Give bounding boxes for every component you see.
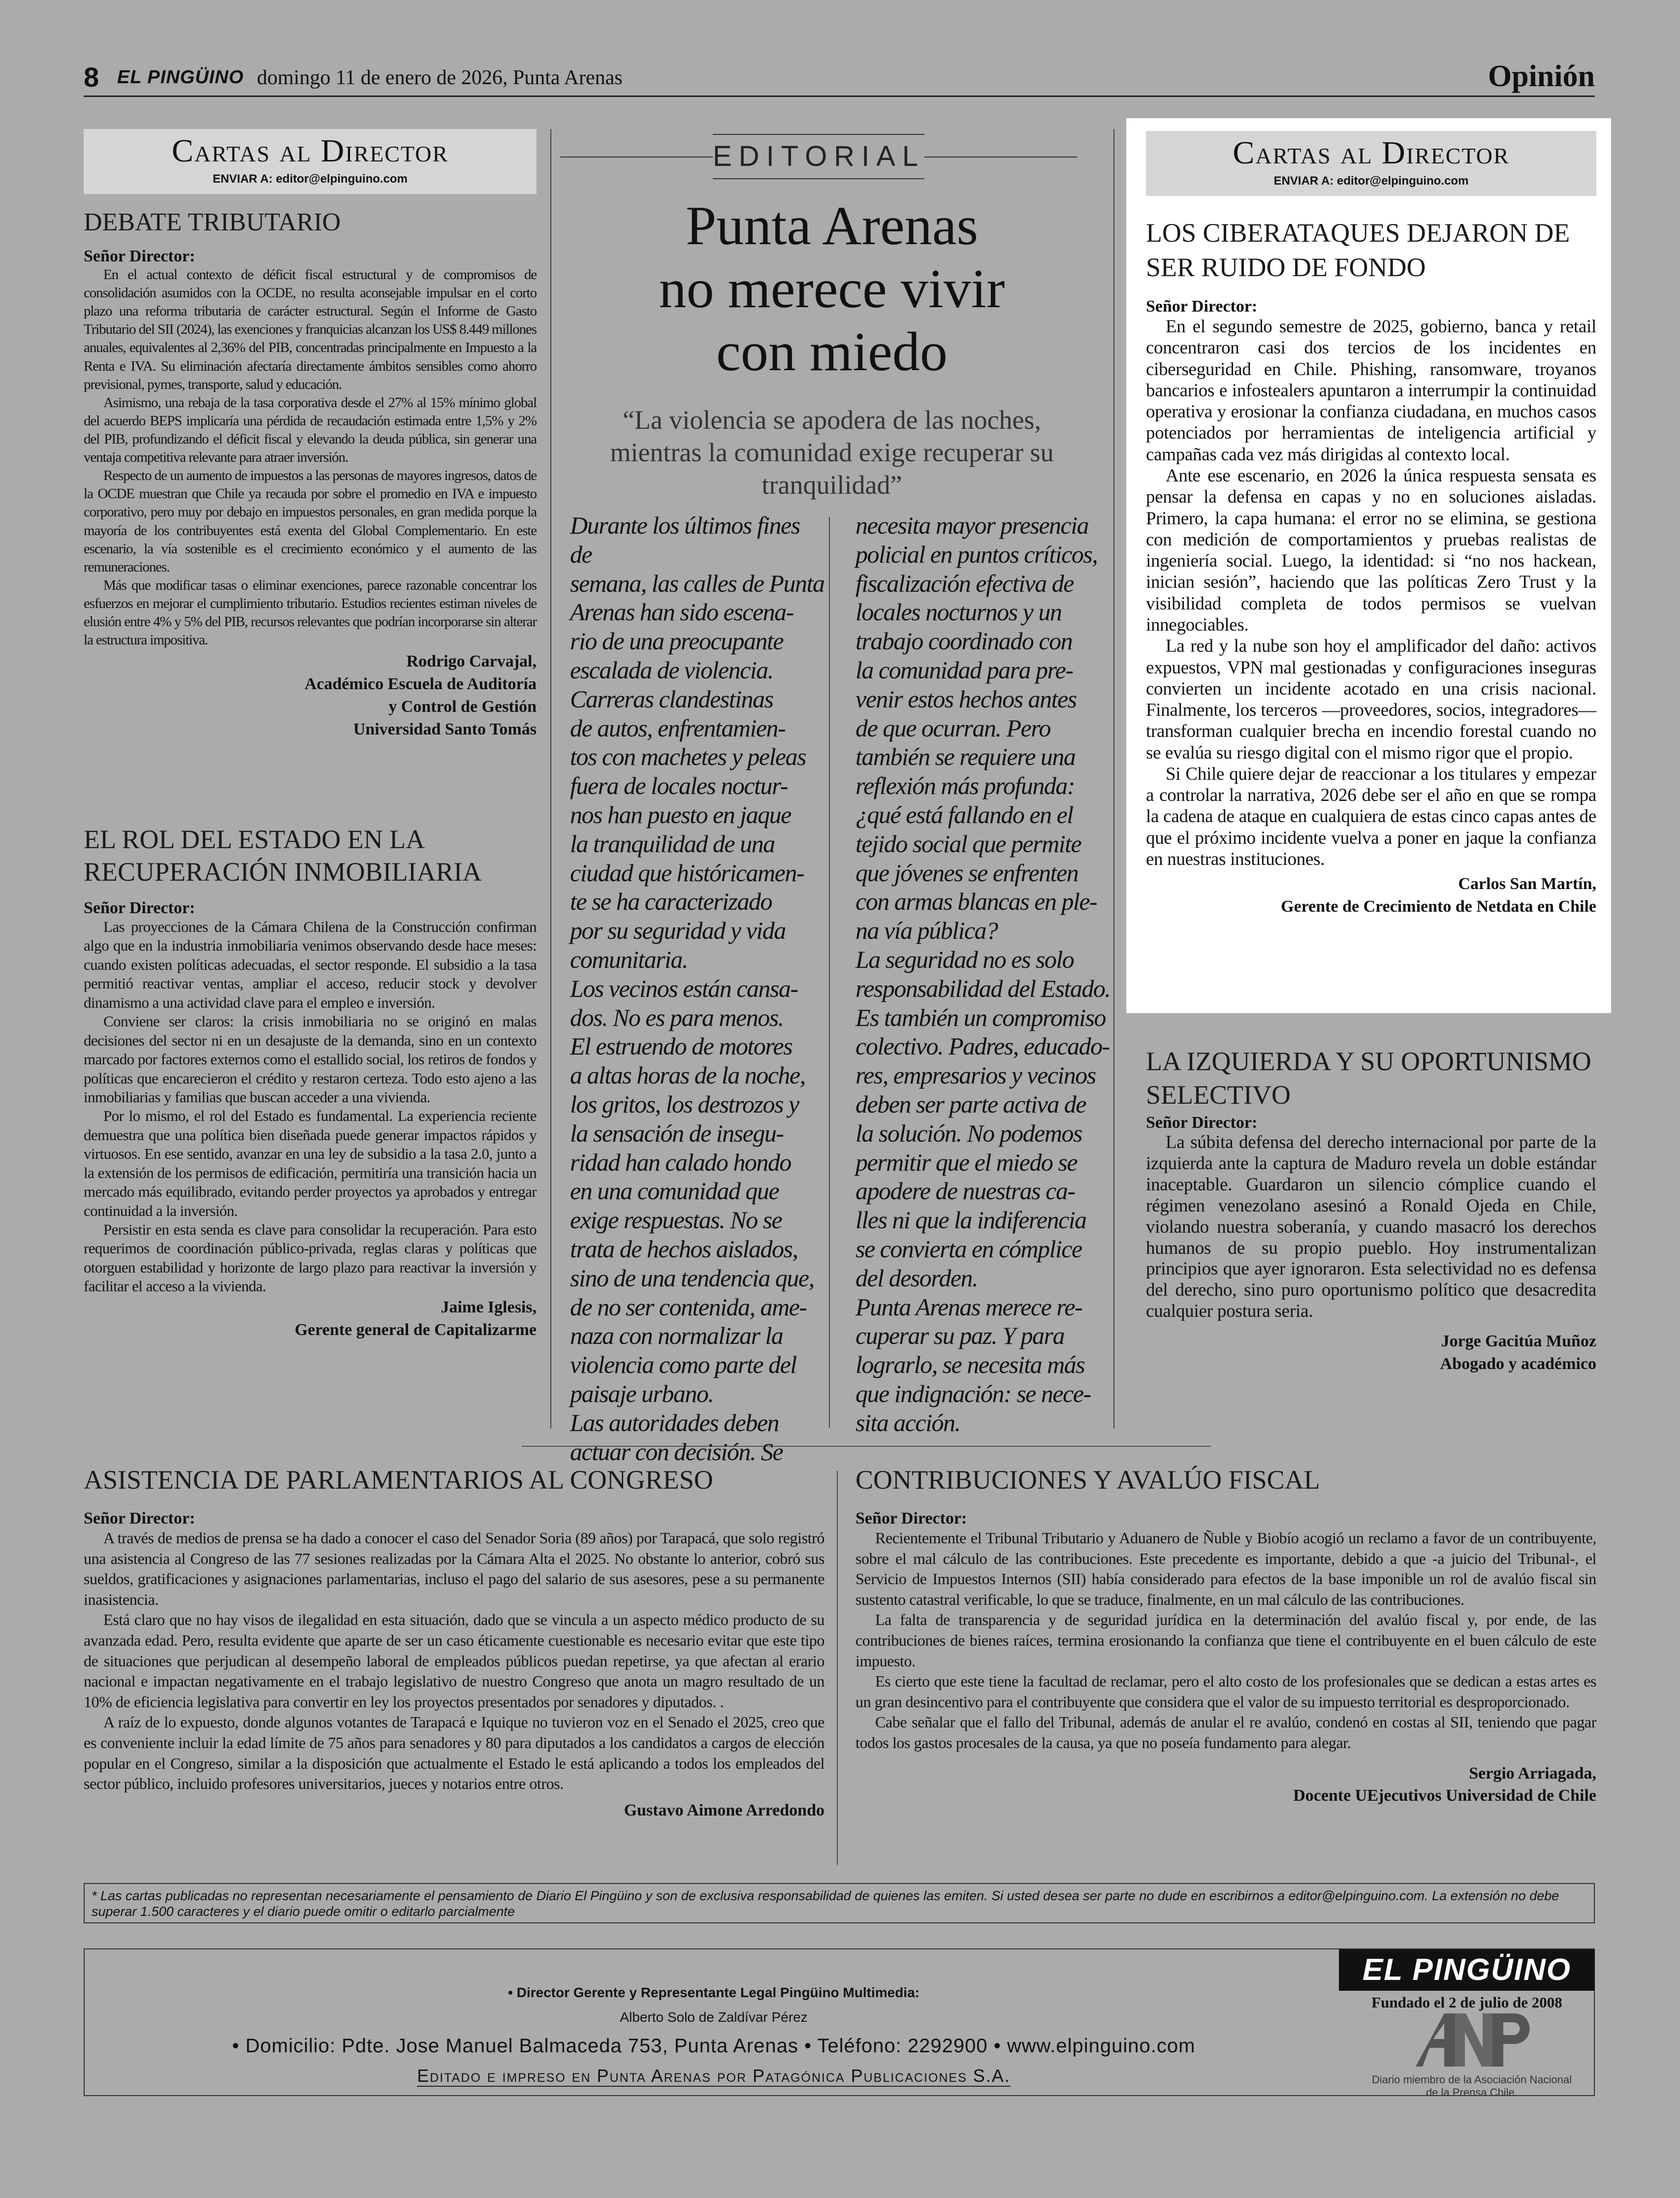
letter-title: LOS CIBERATAQUES DEJARON DE SER RUIDO DE FONDO [1146, 218, 1570, 282]
editorial-line: de no ser contenida, ame- [570, 1293, 807, 1321]
editorial-line: Es también un compromiso [856, 1003, 1106, 1031]
cartas-box-left [84, 129, 537, 194]
editorial-line: lles ni que la indiferencia [856, 1206, 1086, 1234]
letter-title: EL ROL DEL ESTADO EN LA RECUPERACIÓN INMOBILIARIA [84, 825, 482, 887]
cartas-title: Cartas al Director [1233, 135, 1510, 171]
editorial-line: Carreras clandestinas [570, 685, 773, 713]
editorial-line: se convierta en cómplice [856, 1235, 1082, 1263]
printer-line-wrap [148, 2066, 1280, 2086]
letter-signature: Jorge Gacitúa Muñoz Abogado y académico [1440, 1332, 1596, 1373]
editorial-line: que indignación: se nece- [856, 1379, 1091, 1407]
editorial-column-2 [856, 511, 1111, 1437]
letter-salutation: Señor Director: [84, 899, 195, 917]
printer-line: Editado e impreso en Punta Arenas por Patagónica Publicaciones S.A. [417, 2066, 1011, 2086]
letter-paragraph: En el actual contexto de déficit fiscal estructural y de compromisos de consolidación asumidos con la OCDE, no resulta aconsejable impulsar en el corto plazo una reforma tributaria de carácter estructural. Según el Informe de Gasto Tributario del SII (2024), las exenciones y franquicias alcanzan los US$ 8.449 millones anuales, equivalentes al 2,36% del PIB, concentradas principalmente en Impuesto a la Renta e IVA. Su eliminación afectaría directamente ámbitos sensibles como ahorro previsional, pymes, transporte, salud y educación. [84, 267, 537, 392]
letter-signature: Gustavo Aimone Arredondo [624, 1801, 824, 1819]
editorial-line: permitir que el miedo se [856, 1148, 1078, 1176]
founded-date: Fundado el 2 de julio de 2008 [1371, 1994, 1562, 2011]
editorial-line: cuperar su paz. Y para [856, 1322, 1064, 1350]
editorial-line: Arenas han sido escena- [570, 598, 793, 626]
editorial-line: de autos, enfrentamien- [570, 714, 786, 742]
letter-signature: Sergio Arriagada, Docente UEjecutivos Universidad de Chile [1293, 1764, 1596, 1805]
editorial-line: los gritos, los destrozos y [570, 1090, 799, 1118]
editorial-line: ridad han calado hondo [570, 1148, 791, 1176]
letter-salutation: Señor Director: [84, 1509, 195, 1528]
letter-salutation: Señor Director: [856, 1509, 967, 1528]
letter-paragraph: Respecto de un aumento de impuestos a las personas de mayores ingresos, datos de la OCDE muestran que Chile ya recauda por sobre el promedio en IVA e impuesto corporativo, pero muy por debajo en impuestos personales, en gran medida porque la mayoría de los contribuyentes está exenta del Global Complementario. En este escenario, la vía sostenible es el crecimiento económico y el aumento de las remuneraciones. [84, 468, 537, 575]
editorial-line: venir estos hechos antes [856, 685, 1077, 713]
letter-body [84, 918, 537, 1296]
letter-contribuciones [856, 1463, 1596, 1807]
editorial-line: tejido social que permite [856, 829, 1081, 858]
header-brand: EL PINGÜINO [117, 67, 244, 88]
letter-body [1146, 316, 1596, 870]
letter-paragraph: Persistir en esta senda es clave para consolidar la recuperación. Para esto requerimos de coordinación público-privada, reglas claras y políticas que otorguen estabilidad y horizonte de largo plazo para reactivar la inversión y facilitar el acceso a la vivienda. [84, 1221, 537, 1295]
editorial-line: fiscalización efectiva de [856, 569, 1074, 597]
editorial-line: sita acción. [856, 1408, 960, 1436]
letter-paragraph: Cabe señalar que el fallo del Tribunal, además de anular el re avalúo, condenó en costas al SII, teniendo que pagar todos los gastos procesales de la causa, ya que no poseía fundamento para alegar. [856, 1713, 1596, 1752]
editorial-line: policial en puntos críticos, [856, 540, 1098, 568]
editorial-label: EDITORIAL [713, 134, 924, 179]
letter-title: CONTRIBUCIONES Y AVALÚO FISCAL [856, 1465, 1320, 1495]
editorial-line: fuera de locales noctur- [570, 772, 788, 800]
editorial-rule-left [560, 157, 713, 158]
cartas-title: Cartas al Director [171, 133, 449, 169]
page-header [84, 59, 1595, 101]
editorial-line: Las autoridades deben [570, 1408, 779, 1436]
editorial-line: rio de una preocupante [570, 627, 784, 655]
editorial-line: la sensación de insegu- [570, 1119, 784, 1147]
editorial-line: exige respuestas. No se [570, 1206, 782, 1234]
letter-paragraph: Asimismo, una rebaja de la tasa corporativa desde el 27% al 15% mínimo global del acuerdo BEPS implicaría una pérdida de recaudación estimada entre 1,5% y 2% del PIB, profundizando el déficit fiscal y elevando la deuda pública, sin generar una ventaja competitiva relevante para atraer inversión. [84, 394, 537, 466]
letter-salutation: Señor Director: [84, 247, 195, 265]
letter-paragraph: A raíz de lo expuesto, donde algunos votantes de Tarapacá e Iquique no tuvieron voz en el Senado el 2025, creo que es conveniente incluir la edad límite de 75 años para senadores y 80 para diputados a los candidatos a cargos de elección popular en el Congreso, similar a la disposición que actualmente el Estado le está aplicando a todos los empleados del sector público, incluido profesores universitarios, jueces y notarios entre otros. [84, 1713, 824, 1793]
editorial-line: del desorden. [856, 1264, 978, 1292]
editorial-line: a altas horas de la noche, [570, 1061, 805, 1089]
editorial-line: trata de hechos aislados, [570, 1235, 798, 1263]
page-number: 8 [84, 62, 99, 93]
letter-paragraph: La red y la nube son hoy el amplificador del daño: activos expuestos, VPN mal gestionadas y configuraciones inseguras convierten un incidente acotado en una crisis nacional. Finalmente, los terceros —proveedores, socios, integradores— transforman cualquier brecha en incendio forestal cuando no se evalúa su riesgo digital con el mismo rigor que el propio. [1146, 636, 1596, 763]
editorial-line: locales nocturnos y un [856, 598, 1062, 626]
letter-rol-del-estado [84, 823, 537, 1341]
editorial-line: actuar con decisión. Se [570, 1437, 783, 1465]
editorial-line: deben ser parte activa de [856, 1090, 1086, 1118]
editorial-line: tos con machetes y peleas [570, 743, 806, 771]
editorial-line: de que ocurran. Pero [856, 714, 1050, 742]
editorial-line: en una comunidad que [570, 1177, 779, 1205]
director-label: • Director Gerente y Representante Legal Pingüino Multimedia: [508, 1985, 919, 2000]
letter-asistencia [84, 1463, 824, 1822]
letter-title: LA IZQUIERDA Y SU OPORTUNISMO SELECTIVO [1146, 1047, 1591, 1110]
disclaimer-note: * Las cartas publicadas no representan necesariamente el pensamiento de Diario El Pingüino y son de exclusiva responsabilidad de quienes las emiten. Si usted desea ser parte no dude en escribirnos a editor@elpinguino.com. La extensión no debe superar 1.500 caracteres y el diario puede omitir o editarlo parcialmente [84, 1883, 1595, 1923]
letter-body [856, 1528, 1596, 1753]
editorial-line: na vía pública? [856, 917, 998, 945]
editorial-line: con armas blancas en ple- [856, 888, 1097, 916]
letter-paragraph: A través de medios de prensa se ha dado a conocer el caso del Senador Soria (89 años) por Tarapacá, que solo registró una asistencia al Congreso de las 77 sesiones realizadas por la Cámara Alta el 2025. No obstante lo anterior, cobró sus sueldos, gratificaciones y asignaciones parlamentarias, incluso el pago del salario de sus asesores, pese a su permanente inasistencia. [84, 1529, 824, 1608]
letter-debate-tributario [84, 206, 537, 741]
letter-paragraph: Recientemente el Tribunal Tributario y Aduanero de Ñuble y Biobío acogió un reclamo a favor de un contribuyente, sobre el mal cálculo de las contribuciones. Este precedente es importante, debido a que -a juicio del Tribunal-, el Servicio de Impuestos Internos (SII) había considerado para efectos de la base imponible un rol de avalúo fiscal sin sustento catastral verificable, lo que se traduce, finalmente, en un mal cálculo de las contribuciones. [856, 1529, 1596, 1608]
letter-salutation: Señor Director: [1146, 1114, 1258, 1132]
editorial-line: comunitaria. [570, 945, 688, 973]
editorial-line: Punta Arenas merece re- [856, 1293, 1082, 1321]
letter-paragraph: Está claro que no hay visos de ilegalidad en esta situación, dado que se vincula a un aspecto médico producto de su avanzada edad. Pero, resulta evidente que aparte de ser un caso éticamente cuestionable es necesario evitar que este tipo de situaciones que perjudican al desempeño laboral de empleados públicos puedan repetirse, ya que afectan al erario nacional e impactan negativamente en el trabajo legislativo de nuestro Congreso que anota un magro resultado de un 10% de eficiencia legislativa para convertir en ley los proyectos presentados por senadores y diputados. . [84, 1611, 824, 1711]
editorial-line: responsabilidad del Estado. [856, 974, 1110, 1002]
letter-paragraph: Conviene ser claros: la crisis inmobiliaria no se originó en malas decisiones del sector ni en un desajuste de la demanda, sino en un contexto marcado por factores externos como el estallido social, los retiros de fondos y políticas que encarecieron el crédito y restaron certeza. Todo esto ajeno a las inmobiliarias y familias que buscan acceder a una vivienda. [84, 1013, 537, 1106]
anp-membership-text: Diario miembro de la Asociación Nacional de la Prensa Chile. [1372, 2073, 1572, 2099]
editorial-line: por su seguridad y vida [570, 917, 786, 945]
editorial-line: Durante los últimos fines de [570, 511, 800, 568]
editorial-line: naza con normalizar la [570, 1322, 783, 1350]
column-rule [829, 517, 830, 1428]
column-rule [837, 1471, 838, 1865]
letter-signature: Jaime Iglesis, Gerente general de Capitalizarme [294, 1298, 537, 1339]
letter-paragraph: La súbita defensa del derecho internacional por parte de la izquierda ante la captura de Maduro revela un doble estándar inaceptable. Guardaron un silencio cómplice cuando el régimen venezolano asesinó a Ronald Ojeda en Chile, violando nuestra soberanía, y cuando masacró los derechos humanos de su propio pueblo. Hoy instrumentalizan principios que ayer ignoraron. Esta selectividad no es defensa del derecho, sino puro oportunismo político que desacredita cualquier postura seria. [1146, 1132, 1596, 1322]
editorial-line: la comunidad para pre- [856, 656, 1073, 684]
cartas-box-right [1146, 131, 1596, 196]
editorial-line: que jóvenes se enfrenten [856, 859, 1078, 887]
editorial-line: El estruendo de motores [570, 1032, 792, 1060]
letter-paragraph: Si Chile quiere dejar de reaccionar a los titulares y empezar a controlar la narrativa, 2026 debe ser el año en que se rompa la cadena de ataque en cualquiera de estas cinco capas antes de que el próximo incidente vuelva a poner en jaque la confianza en nuestras instituciones. [1146, 764, 1596, 870]
letter-signature: Rodrigo Carvajal, Académico Escuela de Auditoría y Control de Gestión Universidad Santo Tomás [304, 652, 537, 738]
editorial-line: ¿qué está fallando en el [856, 800, 1073, 828]
header-rule [84, 96, 1595, 97]
editorial-line: te se ha caracterizado [570, 888, 772, 916]
editorial-headline: Punta Arenas no merece vivir con miedo [659, 195, 1005, 382]
editorial-line: paisaje urbano. [570, 1379, 714, 1407]
editorial-line: res, empresarios y vecinos [856, 1061, 1096, 1089]
letter-salutation: Señor Director: [1146, 297, 1258, 316]
editorial-line: también se requiere una [856, 743, 1076, 771]
editorial-line: escalada de violencia. [570, 656, 773, 684]
editorial-line: violencia como parte del [570, 1351, 796, 1379]
letter-paragraph: Las proyecciones de la Cámara Chilena de la Construcción confirman algo que en la industria inmobiliaria venimos observando desde hace meses: cuando existen políticas adecuadas, el sector responde. El subsidio a la tasa permitió reactivar ventas, ampliar el acceso, reducir stock y devolver dinamismo a una actividad clave para el empleo e inversión. [84, 918, 537, 1011]
cartas-subtitle: ENVIAR A: editor@elpinguino.com [1273, 174, 1469, 188]
editorial-line: apodere de nuestras ca- [856, 1177, 1075, 1205]
letter-paragraph: Por lo mismo, el rol del Estado es fundamental. La experiencia reciente demuestra que una política bien diseñada puede generar impactos rápidos y virtuosos. En ese sentido, avanzar en una ley de subsidio a la tasa 2.0, junto a la extensión de los permisos de edificación, permitiría una transición hacia un mercado más equilibrado, evitando perder proyectos ya aprobados y entregar continuidad a la inversión. [84, 1107, 537, 1219]
cartas-subtitle: ENVIAR A: editor@elpinguino.com [213, 172, 408, 186]
letter-paragraph: En el segundo semestre de 2025, gobierno, banca y retail concentraron casi dos tercios de los incidentes en ciberseguridad en Chile. Phishing, ransomware, troyanos bancarios e infostealers apuntaron a interrumpir la continuidad operativa y erosionar la confianza ciudadana, en muchos casos potenciados por herramientas de inteligencia artificial y campañas cada vez más dirigidas al contexto local. [1146, 317, 1596, 465]
letter-signature: Carlos San Martín, Gerente de Crecimiento de Netdata en Chile [1281, 875, 1596, 916]
editorial-line: semana, las calles de Punta [570, 569, 824, 597]
editorial-line: lograrlo, se necesita más [856, 1351, 1085, 1379]
editorial-line: dos. No es para menos. [570, 1003, 784, 1031]
letter-title: DEBATE TRIBUTARIO [84, 208, 341, 236]
letter-body [84, 266, 537, 649]
letter-paragraph: Ante ese escenario, en 2026 la única respuesta sensata es pensar la defensa en capas y no en soluciones aisladas. Primero, la capa humana: el error no se elimina, se gestiona con medición de comportamientos y pruebas realistas de ingeniería social. Luego, la identidad: si “no nos hackean, inician sesión”, haciendo que las políticas Zero Trust y la visibilidad completa de todos permisos se vuelvan innegociables. [1146, 465, 1596, 635]
editorial-column-1 [570, 511, 826, 1466]
editorial-line: Los vecinos están cansa- [570, 974, 798, 1002]
anp-logo [1406, 2008, 1539, 2072]
letter-body [84, 1528, 824, 1794]
contact-line: • Domicilio: Pdte. Jose Manuel Balmaceda 753, Punta Arenas • Teléfono: 2292900 • www.elpinguino.com [232, 2035, 1196, 2057]
editorial-line: La seguridad no es solo [856, 945, 1074, 973]
editorial-line: la tranquilidad de una [570, 829, 775, 858]
editorial-line: nos han puesto en jaque [570, 800, 791, 828]
letter-ciberataques [1146, 216, 1596, 918]
editorial-line: la solución. No podemos [856, 1119, 1082, 1147]
letter-body [1146, 1132, 1596, 1322]
editorial-line: reflexión más profunda: [856, 772, 1075, 800]
editorial-line: ciudad que históricamen- [570, 859, 804, 887]
editorial-line: necesita mayor presencia [856, 511, 1089, 539]
letter-paragraph: Es cierto que este tiene la facultad de reclamar, pero el alto costo de los profesionales que se dedican a estas artes es un gran desincentivo para el contribuyente que considera que el valor de su impuesto territorial es desproporcionado. [856, 1672, 1596, 1711]
letter-paragraph: La falta de transparencia y de seguridad jurídica en la determinación del avalúo fiscal y, por ende, de las contribuciones de bienes raíces, termina erosionando la confianza que tiene el contribuyente en el buen cálculo de este impuesto. [856, 1611, 1596, 1670]
editorial-rule-right [924, 157, 1077, 158]
director-name: Alberto Solo de Zaldívar Pérez [620, 2009, 808, 2025]
pinguino-logo: EL PINGÜINO [1339, 1949, 1595, 1991]
header-date: domingo 11 de enero de 2026, Punta Arenas [257, 66, 623, 89]
letter-izquierda [1146, 1045, 1596, 1375]
column-rule [1113, 129, 1114, 1429]
editorial-line: sino de una tendencia que, [570, 1264, 814, 1292]
editorial-line: colectivo. Padres, educado- [856, 1032, 1109, 1060]
letter-title: ASISTENCIA DE PARLAMENTARIOS AL CONGRESO [84, 1465, 713, 1495]
section-title: Opinión [1488, 60, 1595, 93]
editorial-line: trabajo coordinado con [856, 627, 1073, 655]
editorial-deck: “La violencia se apodera de las noches, mientras la comunidad exige recuperar su tranquilidad” [610, 405, 1054, 500]
letter-paragraph: Más que modificar tasas o eliminar exenciones, parece razonable concentrar los esfuerzos en mejorar el cumplimiento tributario. Estudios recientes estiman niveles de elusión entre 4% y 5% del PIB, recursos relevantes que podrían incorporarse sin alterar la estructura impositiva. [84, 577, 537, 648]
